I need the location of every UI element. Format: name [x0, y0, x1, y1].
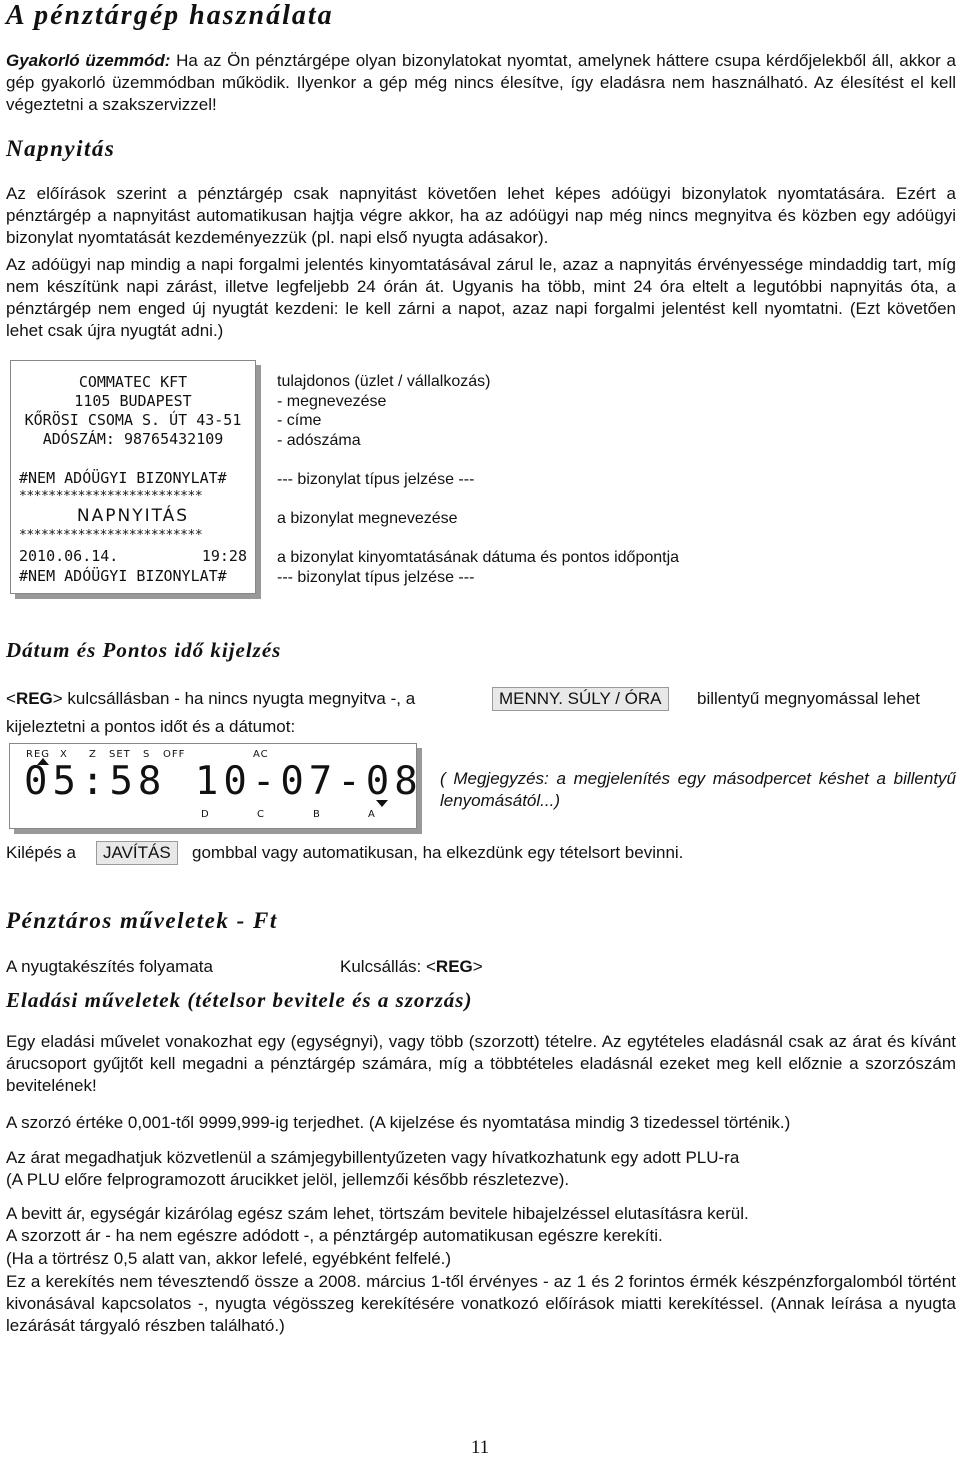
text-fragment: > kulcsállásban - ha nincs nyugta megnyitva -, a [52, 689, 416, 708]
eladasi-paragraph-4c: (Ha a törtrész 0,5 alatt van, akkor lefelé, egyébként felfelé.) [6, 1249, 452, 1268]
annotation-type-bottom: --- bizonylat típus jelzése --- [277, 569, 475, 586]
eladasi-paragraph-5: Ez a kerekítés nem tévesztendő össze a 2008. március 1-től érvényes - az 1 és 2 forintos érmék készpénzforgalomból történt kivonásával kapcsolatos -, nyugta végösszeg kerekítésére vonatkozó előírások miatti kerekítéssel. (Annak leírása a nyugta lezárását tárgyaló részben található.) [6, 1272, 956, 1335]
annotation-type-top: --- bizonylat típus jelzése --- [277, 471, 475, 488]
process-label: A nyugtakészítés folyamata [6, 957, 213, 976]
display-label-a: A [368, 809, 376, 820]
menny-suly-ora-key[interactable]: MENNY. SÚLY / ÓRA [492, 687, 669, 711]
display-label-z: Z [89, 749, 97, 760]
receipt-type-bottom: #NEM ADÓÜGYI BIZONYLAT# [19, 567, 227, 585]
display-label-set: SET [109, 749, 131, 760]
eladasi-paragraph-2: A szorzó értéke 0,001-től 9999,999-ig terjedhet. (A kijelzése és nyomtatása mindig 3 tizedessel történik.) [6, 1113, 791, 1132]
datum-line-1 [6, 688, 415, 710]
exit-text-a: Kilépés a [6, 843, 76, 862]
eladasi-paragraph-3b: (A PLU előre felprogramozott árucikket jelöl, jellemzői később részletezve). [6, 1170, 570, 1189]
receipt-taxid: ADÓSZÁM: 98765432109 [42, 430, 224, 448]
page-title: A pénztárgép használata [6, 0, 334, 31]
cash-register-display [9, 743, 423, 829]
page-number: 11 [470, 1437, 490, 1458]
key-position [340, 956, 483, 978]
receipt-type-top: #NEM ADÓÜGYI BIZONYLAT# [19, 469, 227, 487]
display-label-reg: REG [26, 749, 51, 760]
eladasi-paragraph-4a: A bevitt ár, egységár kizárólag egész szám lehet, törtszám bevitele hibajelzéssel elutasításra kerül. [6, 1204, 749, 1223]
intro-paragraph [6, 50, 956, 116]
receipt-time: 19:28 [201, 547, 247, 565]
section-heading-napnyitas: Napnyitás [6, 136, 116, 161]
annotation-name: - megnevezése [277, 393, 387, 410]
display-digits: 05:58 10-07-08 [24, 759, 423, 804]
display-note: ( Megjegyzés: a megjelenítés egy másodpercet késhet a billentyű lenyomásától...) [440, 769, 956, 810]
display-label-c: C [257, 809, 265, 820]
annotation-taxid: - adószáma [277, 432, 361, 449]
caret-down-icon [376, 800, 388, 807]
display-label-off: OFF [163, 749, 186, 760]
eladasi-paragraph-1: Egy eladási művelet vonakozhat egy (egységnyi), vagy több (szorzott) tételre. Az egytételes eladásnál csak az árat és kívánt árucsoport gyűjtőt kell megadni a pénztárgép számára, míg a többtételes eladásnál ezeket meg kell előznie a szorzószám bevitelének! [6, 1032, 956, 1095]
receipt-company: COMMATEC KFT [78, 373, 188, 391]
display-label-s: S [143, 749, 151, 760]
receipt-stars-top: ************************* [19, 489, 203, 504]
receipt-doc-name: NAPNYITÁS [76, 506, 190, 526]
text-fragment: > [472, 957, 483, 976]
section-heading-penztaros: Pénztáros műveletek - Ft [6, 908, 278, 933]
javitas-key[interactable]: JAVÍTÁS [96, 841, 178, 865]
display-label-ac: AC [253, 749, 269, 760]
receipt-sample [10, 360, 256, 594]
reg-key-text: REG [435, 957, 473, 976]
text-fragment: < [6, 689, 16, 708]
annotation-doc-name: a bizonylat megnevezése [277, 510, 458, 527]
reg-key-text: REG [15, 689, 53, 708]
section-heading-datum: Dátum és Pontos idő kijelzés [6, 638, 282, 662]
annotation-owner: tulajdonos (üzlet / vállalkozás) [277, 373, 491, 390]
datum-line-2: kijeleztetni a pontos időt és a dátumot: [6, 717, 296, 736]
receipt-date: 2010.06.14. [19, 547, 119, 565]
receipt-city: 1105 BUDAPEST [74, 392, 192, 410]
napnyitas-paragraph-1: Az előírások szerint a pénztárgép csak napnyitást követően lehet képes adóügyi bizonylatok nyomtatására. Ezért a pénztárgép a napnyitást automatikusan hajtja végre akkor, ha az adóügyi nap még nincs megnyitva és közben egy adóügyi bizonylat nyomtatását kezdeményezzük (pl. napi első nyugta adásakor). [6, 184, 956, 247]
eladasi-paragraph-3a: Az árat megadhatjuk közvetlenül a számjegybillentyűzeten vagy hívatkozhatunk egy adott PLU-ra [6, 1148, 740, 1167]
annotation-datetime: a bizonylat kinyomtatásának dátuma és pontos időpontja [277, 549, 680, 566]
display-label-b: B [313, 809, 321, 820]
receipt-street: KŐRÖSI CSOMA S. ÚT 43-51 [24, 411, 242, 429]
display-label-x: X [60, 749, 68, 760]
receipt-stars-bottom: ************************* [19, 528, 203, 543]
eladasi-paragraph-4b: A szorzott ár - ha nem egészre adódott -, a pénztárgép automatikusan egészre kerekíti. [6, 1226, 663, 1245]
section-heading-eladasi: Eladási műveletek (tételsor bevitele és a szorzás) [6, 988, 473, 1012]
datum-line-1-end: billentyű megnyomással lehet [697, 689, 921, 708]
display-label-d: D [201, 809, 210, 820]
exit-text-b: gombbal vagy automatikusan, ha elkezdünk egy tételsort bevinni. [192, 843, 684, 862]
text-fragment: Kulcsállás: < [340, 957, 436, 976]
intro-label: Gyakorló üzemmód: [6, 51, 171, 70]
intro-text: Ha az Ön pénztárgépe olyan bizonylatokat nyomtat, amelynek háttere csupa kérdőjelekből áll, akkor a gép gyakorló üzemmódban működik. Ilyenkor a gép még nincs élesítve, így eladásra nem használható. Az élesítést el kell végeztetni a szakszervizzel! [6, 51, 956, 114]
napnyitas-paragraph-2: Az adóügyi nap mindig a napi forgalmi jelentés kinyomtatásával zárul le, azaz a napnyitás érvényessége mindaddig tart, míg nem készítünk napi zárást, illetve legfeljebb 24 órán át. Ugyanis ha több, mint 24 óra eltelt a legutóbbi napnyitás óta, a pénztárgép nem enged új nyugtát kezdeni: le kell zárni a napot, azaz napi forgalmi jelentést kell nyomtatni. (Ezt követően lehet csak újra nyugtát adni.) [6, 255, 956, 340]
annotation-address: - címe [277, 412, 322, 429]
